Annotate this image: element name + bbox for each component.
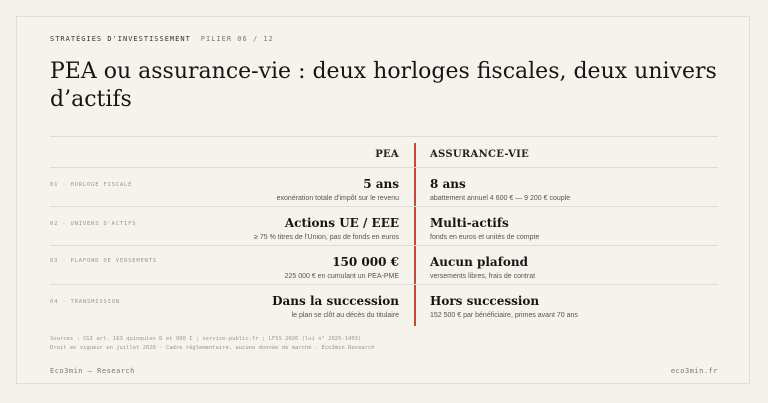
pea-cell bbox=[254, 216, 399, 243]
assurance-vie-value: Aucun plafond bbox=[430, 255, 528, 269]
table-row bbox=[50, 168, 718, 206]
row-label: 03 · PLAFOND DE VERSEMENTS bbox=[50, 258, 157, 264]
assurance-vie-detail: abattement annuel 4 600 € — 9 200 € couple bbox=[430, 195, 571, 202]
assurance-vie-cell bbox=[430, 255, 535, 282]
pea-detail: exonération totale d'impôt sur le revenu bbox=[276, 195, 399, 202]
assurance-vie-detail: fonds en euros et unités de compte bbox=[430, 234, 540, 241]
row-label: 04 · TRANSMISSION bbox=[50, 299, 120, 305]
sources-line: Sources : CGI art. 163 quinquies D et 990 I ; service-public.fr ; LFSS 2026 (loi n° 2025-1403) bbox=[50, 336, 362, 342]
divider bbox=[50, 136, 718, 137]
row-label: 01 · HORLOGE FISCALE bbox=[50, 182, 133, 188]
assurance-vie-value: Multi-actifs bbox=[430, 216, 509, 230]
column-header-pea: PEA bbox=[375, 149, 399, 160]
kicker-pillar: PILIER 06 / 12 bbox=[200, 35, 274, 43]
pea-value: 5 ans bbox=[363, 177, 399, 191]
pea-value: Actions UE / EEE bbox=[284, 216, 399, 230]
assurance-vie-detail: versements libres, frais de contrat bbox=[430, 273, 536, 280]
kicker-category: STRATÉGIES D'INVESTISSEMENT bbox=[50, 35, 191, 43]
pea-detail: 225 000 € en cumulant un PEA-PME bbox=[284, 273, 399, 280]
pea-value: 150 000 € bbox=[332, 255, 399, 269]
assurance-vie-cell bbox=[430, 177, 570, 204]
pea-value: Dans la succession bbox=[272, 294, 399, 308]
footer-url[interactable]: eco3min.fr bbox=[670, 367, 718, 375]
table-row bbox=[50, 246, 718, 284]
table-row bbox=[50, 285, 718, 323]
assurance-vie-cell bbox=[430, 294, 578, 321]
pea-detail: ≥ 75 % titres de l'Union, pas de fonds en euros bbox=[254, 234, 399, 241]
table-row bbox=[50, 207, 718, 245]
pea-cell bbox=[277, 177, 399, 204]
assurance-vie-detail: 152 500 € par bénéficiaire, primes avant 70 ans bbox=[430, 312, 578, 319]
sources-note bbox=[50, 335, 375, 353]
kicker bbox=[50, 35, 274, 43]
pea-detail: le plan se clôt au décès du titulaire bbox=[291, 312, 399, 319]
assurance-vie-value: 8 ans bbox=[430, 177, 466, 191]
legal-note-line: Droit en vigueur en juillet 2026 · Cadre réglementaire, aucune donnée de marché · Eco3min Research bbox=[50, 345, 375, 351]
footer-brand: Eco3min — Research bbox=[50, 367, 135, 375]
pea-cell bbox=[272, 294, 399, 321]
assurance-vie-value: Hors succession bbox=[430, 294, 540, 308]
page-title: PEA ou assurance-vie : deux horloges fiscales, deux univers d’actifs bbox=[50, 59, 717, 112]
assurance-vie-cell bbox=[430, 216, 539, 243]
pea-cell bbox=[285, 255, 399, 282]
row-label: 02 · UNIVERS D'ACTIFS bbox=[50, 221, 137, 227]
column-header-assurance-vie: ASSURANCE-VIE bbox=[430, 149, 530, 160]
